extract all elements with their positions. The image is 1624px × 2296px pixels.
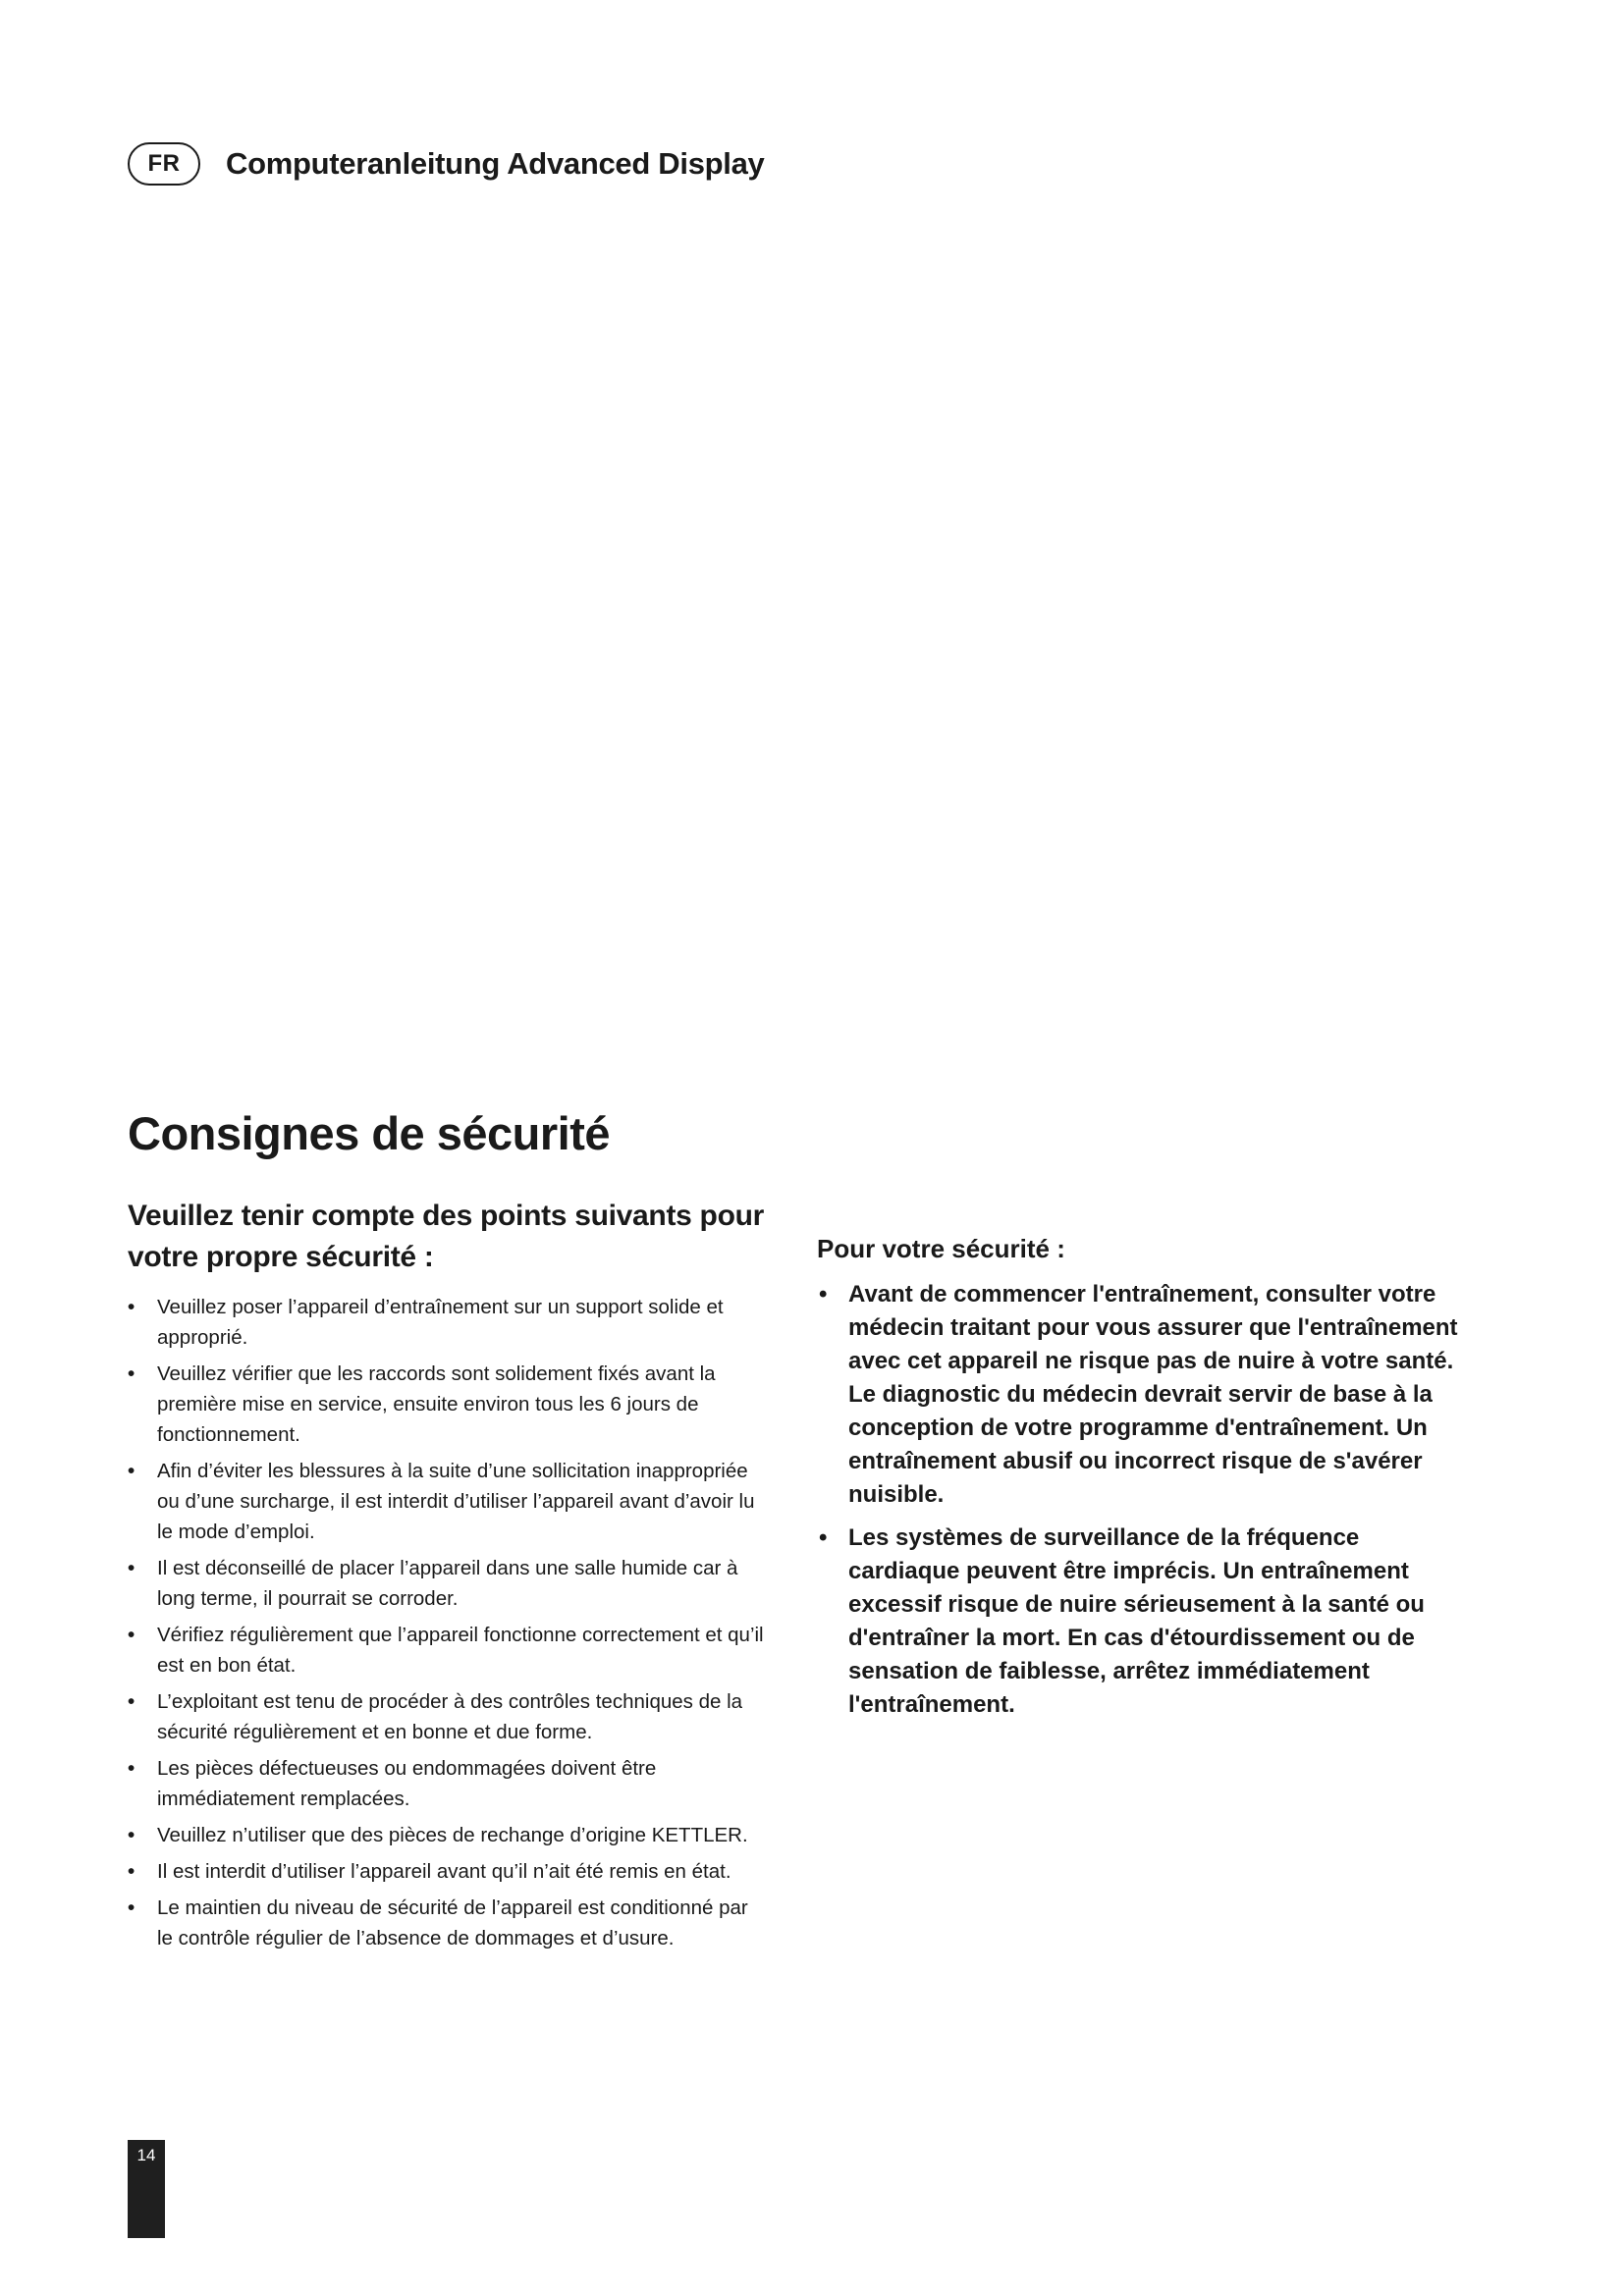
list-item (128, 1856, 766, 1887)
list-item (128, 1456, 766, 1547)
list-item-text: Veuillez poser l’appareil d’entraînement sur un support solide et approprié. (157, 1296, 724, 1349)
list-item-text: Les pièces défectueuses ou endommagées doivent être immédiatement remplacées. (157, 1757, 657, 1810)
list-item (128, 1292, 766, 1353)
list-item-text: Avant de commencer l'entraînement, consulter votre médecin traitant pour vous assurer que l'entraînement avec cet appareil ne risque pas de nuire à votre santé. Le diagnostic du médecin devrait servir de base à la conception de votre programme d'entraînement. Un entraînement abusif ou incorrect risque de s'avérer nuisible. (848, 1281, 1458, 1508)
list-item-text: Veuillez vérifier que les raccords sont solidement fixés avant la première mise en service, ensuite environ tous les 6 jours de fonctionnement. (157, 1362, 716, 1446)
list-item-text: Le maintien du niveau de sécurité de l’appareil est conditionné par le contrôle régulier de l’absence de dommages et d’usure. (157, 1896, 748, 1949)
list-item (128, 1893, 766, 1953)
personal-safety-column (817, 1231, 1465, 1732)
page-title: Consignes de sécurité (128, 1107, 610, 1159)
list-item (128, 1820, 766, 1850)
page-number-tab (128, 2140, 165, 2238)
list-item-text: Les systèmes de surveillance de la fréquence cardiaque peuvent être imprécis. Un entraînement excessif risque de nuire sérieusement à la santé ou d'entraîner la mort. En cas d'étourdissement ou de sensation de faiblesse, arrêtez immédiatement l'entraînement. (848, 1524, 1425, 1718)
list-item-text: Il est déconseillé de placer l’appareil dans une salle humide car à long terme, il pourrait se corroder. (157, 1557, 738, 1610)
manual-title: Computeranleitung Advanced Display (226, 146, 765, 181)
list-item (128, 1359, 766, 1450)
personal-safety-heading: Pour votre sécurité : (817, 1234, 1065, 1263)
safety-instructions-list (128, 1292, 766, 1953)
list-item-text: Afin d’éviter les blessures à la suite d’une sollicitation inappropriée ou d’une surcharge, il est interdit d’utiliser l’appareil avant d’avoir lu le mode d’emploi. (157, 1460, 755, 1543)
personal-safety-list (817, 1278, 1465, 1722)
page-header (128, 139, 764, 188)
list-item (128, 1620, 766, 1681)
safety-instructions-column (128, 1196, 766, 1959)
list-item-text: Veuillez n’utiliser que des pièces de rechange d’origine KETTLER. (157, 1824, 748, 1846)
list-item (817, 1278, 1465, 1512)
list-item (817, 1522, 1465, 1722)
list-item (128, 1553, 766, 1614)
safety-instructions-heading: Veuillez tenir compte des points suivants pour votre propre sécurité : (128, 1200, 765, 1273)
page-number: 14 (136, 2146, 156, 2164)
list-item-text: Vérifiez régulièrement que l’appareil fonctionne correctement et qu’il est en bon état. (157, 1624, 764, 1677)
list-item-text: Il est interdit d’utiliser l’appareil avant qu’il n’ait été remis en état. (157, 1860, 731, 1883)
list-item (128, 1753, 766, 1814)
list-item-text: L’exploitant est tenu de procéder à des contrôles techniques de la sécurité régulièrement et en bonne et due forme. (157, 1690, 743, 1743)
language-badge: FR (128, 142, 200, 186)
list-item (128, 1686, 766, 1747)
